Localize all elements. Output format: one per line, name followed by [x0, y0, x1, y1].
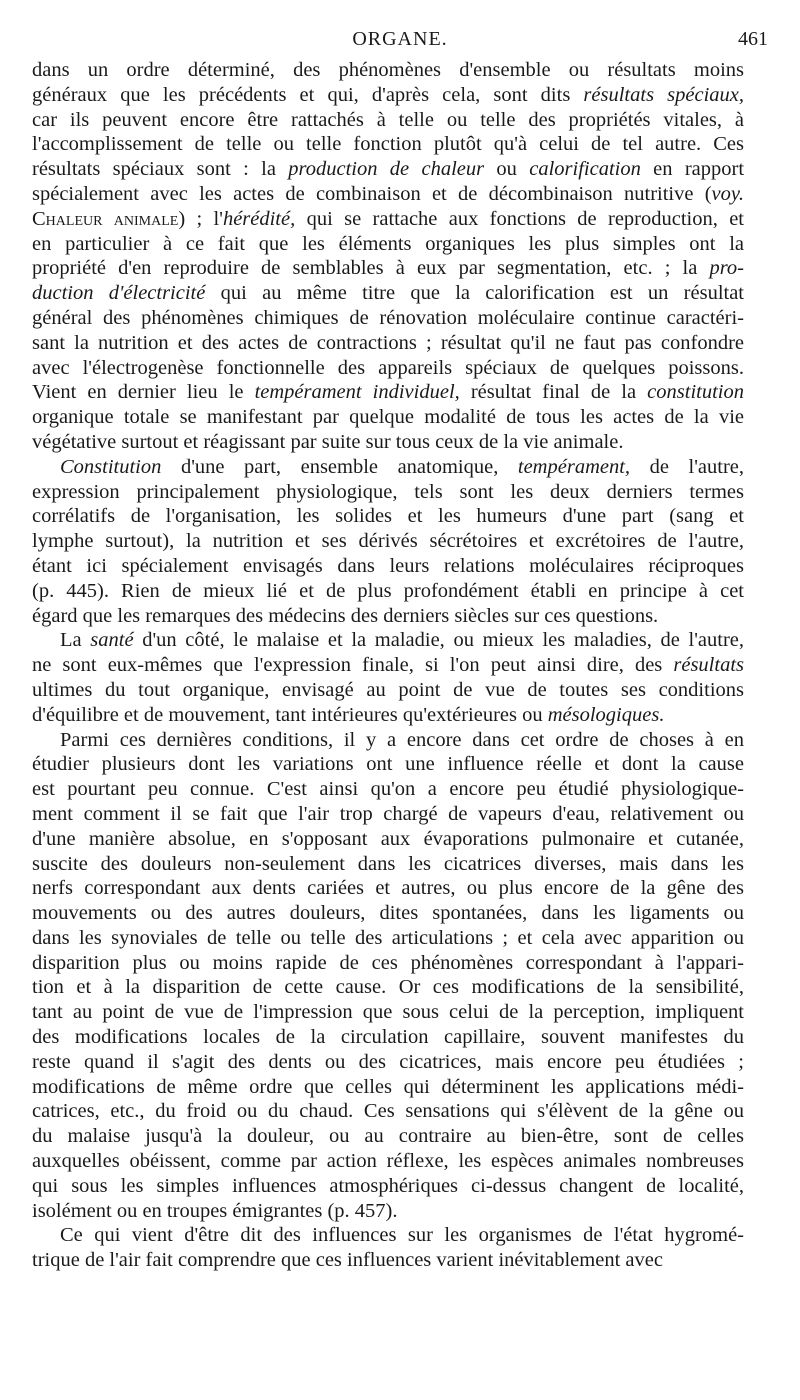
text-run: mouvements ou des autres douleurs, dites spontanées, dans les ligaments ou — [32, 902, 744, 925]
text-run: ou — [484, 158, 530, 181]
page-header — [32, 28, 768, 56]
italic-run: résultats — [673, 654, 744, 677]
text-run: tion et à la disparition de cette cause. Or ces modifications de la sensibilité, — [32, 976, 744, 999]
italic-run: mésologiques. — [547, 703, 665, 726]
italic-run: production de chaleur — [288, 158, 485, 181]
text-run: (p. 445). Rien de mieux lié et de plus profondément établi en principe à cet — [32, 579, 744, 602]
text-run: La — [60, 629, 91, 652]
text-run: car ils peuvent encore être rattachés à telle ou telle des propriétés vitales, à — [32, 108, 744, 131]
italic-run: pro- — [709, 257, 744, 280]
text-line — [32, 951, 744, 976]
text-run: en particulier à ce fait que les éléments organiques les plus simples ont la — [32, 232, 744, 255]
text-run: l'accomplissement de telle ou telle fonction plutôt qu'à celui de tel autre. Ces — [32, 133, 744, 156]
text-line — [32, 678, 744, 703]
text-line — [32, 83, 744, 108]
text-line — [32, 281, 744, 306]
text-run: corrélatifs de l'organisation, les solides et les humeurs d'une part (sang et — [32, 505, 744, 528]
text-line — [32, 207, 744, 232]
text-line — [32, 1149, 744, 1174]
text-line — [32, 1248, 744, 1273]
text-line — [32, 132, 744, 157]
text-line — [32, 182, 744, 207]
text-run: tant au point de vue de l'impression que sous celui de la perception, impliquent — [32, 1001, 744, 1024]
text-line — [32, 455, 744, 480]
text-run: Ce qui vient d'être dit des influences sur les organismes de l'état hygromé- — [60, 1224, 744, 1247]
text-line — [32, 1025, 744, 1050]
text-line — [32, 504, 744, 529]
text-line — [32, 901, 744, 926]
text-run: lymphe surtout), la nutrition et ses dérivés sécrétoires et excrétoires de l'autre, — [32, 530, 744, 553]
text-run: ) ; l' — [178, 207, 223, 230]
italic-run: calorification — [529, 158, 641, 181]
text-line — [32, 430, 744, 455]
text-line — [32, 703, 744, 728]
text-line — [32, 653, 744, 678]
text-line — [32, 604, 744, 629]
text-line — [32, 157, 744, 182]
text-run: de l'autre, — [630, 455, 744, 478]
text-run: étant ici spécialement envisagés dans leurs relations moléculaires réciproques — [32, 554, 744, 577]
text-run: résultats spéciaux sont : la — [32, 158, 289, 181]
text-line — [32, 380, 744, 405]
small-caps-run: Chaleur animale — [32, 207, 179, 230]
text-run: en rapport — [640, 158, 744, 181]
text-line — [32, 1099, 744, 1124]
text-line — [32, 579, 744, 604]
text-run: qui au même titre que la calorification est un résultat — [205, 282, 744, 305]
text-run: résultat final de la — [459, 381, 648, 404]
text-run: trique de l'air fait comprendre que ces influences varient inévitablement avec — [32, 1249, 663, 1272]
text-line — [32, 728, 744, 753]
text-run: ne sont eux-mêmes que l'expression finale, si l'on peut ainsi dire, des — [32, 654, 674, 677]
text-line — [32, 58, 744, 83]
text-line — [32, 827, 744, 852]
italic-run: duction d'électricité — [32, 282, 206, 305]
text-line — [32, 1174, 744, 1199]
text-run: des modifications locales de la circulation capillaire, souvent manifestes du — [32, 1026, 744, 1049]
text-run: sant la nutrition et des actes de contractions ; résultat qu'il ne faut pas confondre — [32, 331, 744, 354]
text-line — [32, 1000, 744, 1025]
italic-run: santé — [90, 629, 134, 652]
italic-run: tempérament individuel, — [254, 381, 460, 404]
text-run: catrices, etc., du froid ou du chaud. Ces sensations qui s'élèvent de la gêne ou — [32, 1100, 744, 1123]
text-line — [32, 480, 744, 505]
text-run: expression principalement physiologique, tels sont les deux derniers termes — [32, 480, 744, 503]
text-run: égard que les remarques des médecins des derniers siècles sur ces questions. — [32, 604, 659, 627]
text-line — [32, 802, 744, 827]
text-run: dans les synoviales de telle ou telle des articulations ; et cela avec apparition ou — [32, 926, 744, 949]
text-line — [32, 628, 744, 653]
italic-run: constitution — [647, 381, 744, 404]
text-line — [32, 306, 744, 331]
text-run: d'équilibre et de mouvement, tant intérieures qu'extérieures ou — [32, 703, 548, 726]
text-run: généraux que les précédents et qui, d'après cela, sont dits — [32, 83, 584, 106]
text-line — [32, 1223, 744, 1248]
text-run: spécialement avec les actes de combinaison et de décombinaison nutritive ( — [32, 182, 712, 205]
text-line — [32, 777, 744, 802]
text-run: suscite des douleurs non-seulement dans les cicatrices diverses, mais dans les — [32, 852, 744, 875]
text-run: auxquelles obéissent, comme par action réflexe, les espèces animales nombreuses — [32, 1150, 744, 1173]
text-run: général des phénomènes chimiques de rénovation moléculaire continue caractéri- — [32, 306, 744, 329]
text-line — [32, 1199, 744, 1224]
text-line — [32, 405, 744, 430]
page-number: 461 — [738, 28, 768, 50]
text-line — [32, 852, 744, 877]
italic-run: Constitution — [60, 455, 162, 478]
text-run: d'une part, ensemble anatomique, — [161, 455, 518, 478]
text-line — [32, 331, 744, 356]
text-run: Vient en dernier lieu le — [32, 381, 255, 404]
italic-run: voy. — [711, 182, 744, 205]
text-run: avec l'électrogenèse fonctionnelle des appareils spéciaux de quelques poissons. — [32, 356, 744, 379]
text-line — [32, 876, 744, 901]
text-line — [32, 554, 744, 579]
text-line — [32, 752, 744, 777]
text-run: Parmi ces dernières conditions, il y a encore dans cet ordre de choses à en — [60, 728, 744, 751]
text-line — [32, 356, 744, 381]
italic-run: hérédité, — [222, 207, 296, 230]
running-title: ORGANE. — [352, 28, 448, 50]
text-run: reste quand il s'agit des dents ou des cicatrices, mais encore peu étudiées ; — [32, 1050, 744, 1073]
text-line — [32, 1050, 744, 1075]
text-run: modifications de même ordre que celles qui déterminent les applications médi- — [32, 1075, 744, 1098]
text-line — [32, 256, 744, 281]
text-run: organique totale se manifestant par quelque modalité de tous les actes de la vie — [32, 406, 744, 429]
text-run: qui se rattache aux fonctions de reproduction, et — [295, 207, 744, 230]
text-run: d'une manière absolue, en s'opposant aux évaporations pulmonaire et cutanée, — [32, 827, 744, 850]
text-run: qui sous les simples influences atmosphériques ci-dessus changent de localité, — [32, 1174, 744, 1197]
text-run: isolément ou en troupes émigrantes (p. 457). — [32, 1199, 398, 1222]
text-line — [32, 232, 744, 257]
text-line — [32, 926, 744, 951]
italic-run: tempérament, — [517, 455, 631, 478]
text-run: propriété d'en reproduire de semblables à eux par segmentation, etc. ; la — [32, 257, 710, 280]
text-run: étudier plusieurs dont les variations ont une influence réelle et dont la cause — [32, 753, 744, 776]
text-run: d'un côté, le malaise et la maladie, ou mieux les maladies, de l'autre, — [133, 629, 744, 652]
text-line — [32, 1124, 744, 1149]
text-run: végétative surtout et réagissant par suite sur tous ceux de la vie animale. — [32, 430, 624, 453]
text-run: disparition plus ou moins rapide de ces phénomènes correspondant à l'appari- — [32, 951, 744, 974]
text-line — [32, 1075, 744, 1100]
body-text — [32, 58, 744, 1273]
text-line — [32, 108, 744, 133]
text-run: dans un ordre déterminé, des phénomènes d'ensemble ou résultats moins — [32, 59, 744, 81]
text-line — [32, 975, 744, 1000]
italic-run: résultats spéciaux, — [583, 83, 744, 106]
text-run: ultimes du tout organique, envisagé au point de vue de toutes ses conditions — [32, 678, 744, 701]
text-line — [32, 529, 744, 554]
text-run: nerfs correspondant aux dents cariées et autres, ou plus encore de la gêne des — [32, 877, 744, 900]
text-run: du malaise jusqu'à la douleur, ou au contraire au bien-être, sont de celles — [32, 1125, 744, 1148]
text-run: ment comment il se fait que l'air trop chargé de vapeurs d'eau, relativement ou — [32, 802, 744, 825]
text-run: est pourtant peu connue. C'est ainsi qu'on a encore peu étudié physiologique- — [32, 778, 744, 801]
